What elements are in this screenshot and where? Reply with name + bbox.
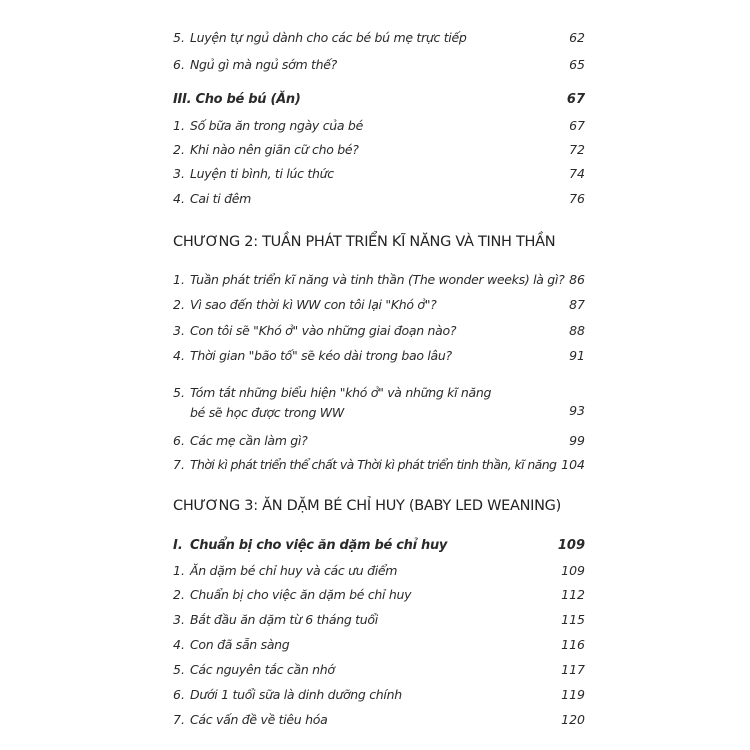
entry-title: Các mẹ cần làm gì? [190,433,308,448]
toc-entry [173,347,585,365]
entry-page: 120 [561,712,585,727]
entry-number: 3. [173,612,185,627]
entry-number: 4. [173,637,185,652]
entry-number: 3. [173,166,185,181]
entry-title: Luyện ti bình, ti lúc thức [190,166,334,181]
entry-number: 3. [173,323,185,338]
toc-entry [173,611,585,629]
entry-number: 7. [173,712,185,727]
entry-number: 5. [173,30,185,45]
entry-number: 1. [173,272,185,287]
entry-page: 109 [561,563,585,578]
toc-entry [173,586,585,604]
toc-section-heading [173,537,585,555]
entry-page: 116 [561,637,585,652]
entry-number: 7. [173,457,185,472]
entry-title: Thời gian "bão tố" sẽ kéo dài trong bao lâu? [190,348,452,363]
entry-page: 117 [561,662,585,677]
entry-page: 119 [561,687,585,702]
entry-number: 2. [173,297,185,312]
entry-title: Số bữa ăn trong ngày của bé [190,118,363,133]
entry-number: 5. [173,385,185,400]
entry-page: 62 [569,30,585,45]
entry-page: 104 [561,457,585,472]
entry-title: Luyện tự ngủ dành cho các bé bú mẹ trực tiếp [190,30,467,45]
entry-title: Vì sao đến thời kì WW con tôi lại "Khó ở"? [190,297,437,312]
entry-page: 86 [569,272,585,287]
entry-title: Dưới 1 tuổi sữa là dinh dưỡng chính [190,687,402,702]
chapter-2-title: CHƯƠNG 2: TUẦN PHÁT TRIỂN KĨ NĂNG VÀ TINH THẦN [173,234,556,250]
entry-title: Cai ti đêm [190,191,251,206]
toc-entry [173,296,585,314]
entry-page: 87 [569,297,585,312]
section-page: 67 [566,92,585,107]
toc-entry [173,711,585,729]
toc-entry [173,322,585,340]
entry-title: Thời kì phát triển thể chất và Thời kì phát triển tinh thần, kĩ năng [190,457,557,472]
entry-page: 99 [569,433,585,448]
toc-entry [173,432,585,450]
entry-number: 6. [173,433,185,448]
toc-entry [173,56,585,74]
toc-entry [173,117,585,135]
entry-number: 6. [173,57,185,72]
entry-title: Các vấn đề về tiêu hóa [190,712,328,727]
entry-page: 91 [569,348,585,363]
entry-title: Tóm tắt những biểu hiện "khó ở" và những kĩ năng [190,385,492,400]
entry-page: 112 [561,587,585,602]
entry-number: 5. [173,662,185,677]
entry-page: 65 [569,57,585,72]
toc-entry [173,562,585,580]
section-page: 109 [557,538,585,553]
entry-page: 72 [569,142,585,157]
entry-page: 93 [569,403,585,418]
entry-title: Chuẩn bị cho việc ăn dặm bé chỉ huy [190,587,412,602]
toc-entry [173,456,585,474]
section-title: Chuẩn bị cho việc ăn dặm bé chỉ huy [190,538,448,553]
toc-entry [173,29,585,47]
entry-title: Các nguyên tắc cần nhớ [190,662,335,677]
entry-title: Con tôi sẽ "Khó ở" vào những giai đoạn nào? [190,323,457,338]
toc-entry [173,661,585,679]
toc-entry [173,686,585,704]
entry-number: 1. [173,563,185,578]
entry-title: Ăn dặm bé chỉ huy và các ưu điểm [190,563,398,578]
entry-title-continued: bé sẽ học được trong WW [190,405,344,420]
section-number: I. [173,538,183,553]
entry-number: 6. [173,687,185,702]
section-title: III. Cho bé bú (Ăn) [173,92,301,107]
entry-number: 4. [173,191,185,206]
entry-page: 74 [569,166,585,181]
toc-entry [173,190,585,208]
entry-title: Ngủ gì mà ngủ sớm thế? [190,57,337,72]
toc-entry [173,165,585,183]
entry-number: 4. [173,348,185,363]
entry-number: 2. [173,142,185,157]
toc-entry [173,271,585,289]
entry-page: 88 [569,323,585,338]
entry-page: 115 [561,612,585,627]
toc-entry [173,141,585,159]
entry-page: 67 [569,118,585,133]
entry-page: 76 [569,191,585,206]
toc-entry [173,636,585,654]
toc-entry [173,384,585,420]
entry-title: Bắt đầu ăn dặm từ 6 tháng tuổi [190,612,378,627]
entry-title: Khi nào nên giãn cữ cho bé? [190,142,359,157]
entry-title: Tuần phát triển kĩ năng và tinh thần (The wonder weeks) là gì? [190,272,565,287]
entry-number: 2. [173,587,185,602]
entry-number: 1. [173,118,185,133]
entry-title: Con đã sẵn sàng [190,637,290,652]
chapter-3-title: CHƯƠNG 3: ĂN DẶM BÉ CHỈ HUY (BABY LED WEANING) [173,498,561,514]
toc-section-heading [173,91,585,109]
